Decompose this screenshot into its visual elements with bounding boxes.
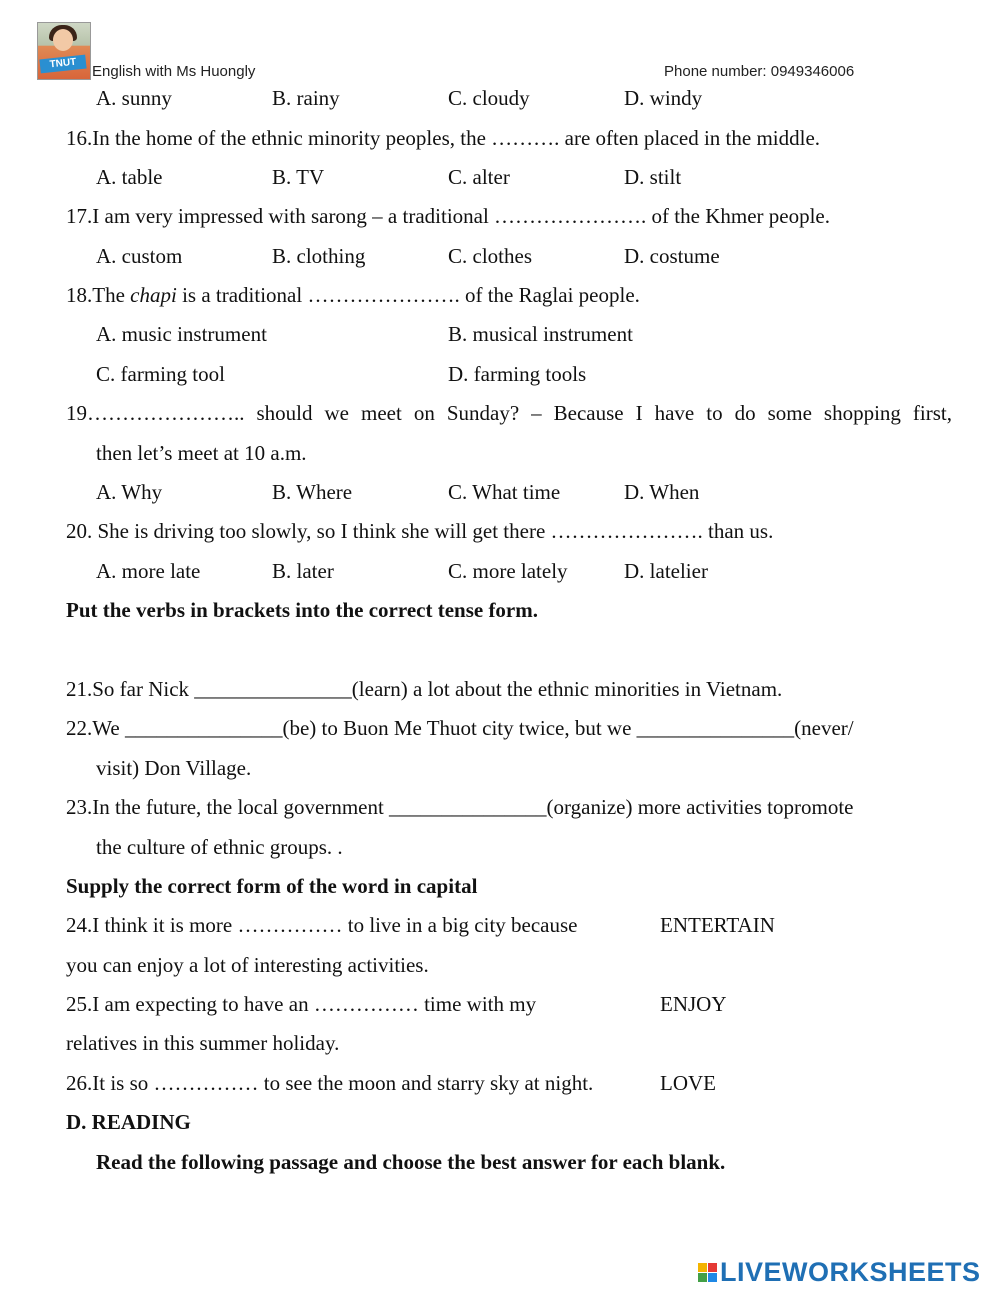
q19-option-c: C. What time: [448, 480, 561, 504]
question-25-line-1: 25.I am expecting to have an …………… time with my: [66, 992, 537, 1016]
question-17: 17.I am very impressed with sarong – a traditional …………………. of the Khmer people.: [66, 204, 830, 228]
q24-capital-word: ENTERTAIN: [660, 913, 775, 937]
q17-option-d: D. costume: [624, 244, 720, 268]
q20-option-a: A. more late: [96, 559, 201, 583]
question-23-line-1: 23.In the future, the local government _______________(organize) more activities topromote: [66, 795, 854, 819]
logo-text: LIVEWORKSHEETS: [720, 1256, 981, 1287]
q16-option-d: D. stilt: [624, 165, 682, 189]
q16-option-b: B. TV: [272, 165, 325, 189]
liveworksheets-logo[interactable]: [698, 1256, 981, 1288]
section-heading-reading: D. READING: [66, 1110, 191, 1134]
question-22-line-1: 22.We _______________(be) to Buon Me Thuot city twice, but we _______________(never/: [66, 716, 854, 740]
avatar-badge: TNUT: [39, 55, 86, 74]
q19-option-a: A. Why: [96, 480, 163, 504]
q26-capital-word: LOVE: [660, 1071, 716, 1095]
header-left-text: English with Ms Huongly: [92, 63, 256, 80]
q18-text-end: is a traditional …………………. of the Raglai people.: [176, 283, 640, 307]
q19-option-b: B. Where: [272, 480, 353, 504]
q18-option-a: A. music instrument: [96, 322, 267, 346]
question-19-line-1: 19………………….. should we meet on Sunday? – Because I have to do some shopping first,: [66, 401, 952, 425]
question-25-line-2: relatives in this summer holiday.: [66, 1031, 340, 1055]
q15-option-d: D. windy: [624, 86, 703, 110]
teacher-avatar: [37, 22, 91, 80]
q16-option-c: C. alter: [448, 165, 510, 189]
q18-option-d: D. farming tools: [448, 362, 587, 386]
question-22-line-2: visit) Don Village.: [96, 756, 252, 780]
section-heading-word-form: Supply the correct form of the word in capital: [66, 874, 478, 898]
section-heading-verbs: Put the verbs in brackets into the correct tense form.: [66, 598, 538, 622]
logo-blocks-icon: [698, 1263, 717, 1282]
q17-option-a: A. custom: [96, 244, 183, 268]
q17-option-b: B. clothing: [272, 244, 366, 268]
question-18: [66, 283, 640, 307]
q20-option-d: D. latelier: [624, 559, 708, 583]
logo-block-1: [698, 1263, 707, 1272]
q15-option-b: B. rainy: [272, 86, 340, 110]
q15-option-a: A. sunny: [96, 86, 172, 110]
question-16: 16.In the home of the ethnic minority peoples, the ………. are often placed in the middle.: [66, 126, 821, 150]
q18-option-c: C. farming tool: [96, 362, 225, 386]
question-21: 21.So far Nick _______________(learn) a lot about the ethnic minorities in Vietnam.: [66, 677, 783, 701]
question-19-line-2: then let’s meet at 10 a.m.: [96, 441, 307, 465]
header-phone: Phone number: 0949346006: [664, 63, 855, 80]
q20-option-c: C. more lately: [448, 559, 568, 583]
logo-block-2: [708, 1263, 717, 1272]
q20-option-b: B. later: [272, 559, 334, 583]
logo-block-3: [698, 1273, 707, 1282]
q18-option-b: B. musical instrument: [448, 322, 633, 346]
question-24-line-2: you can enjoy a lot of interesting activities.: [66, 953, 429, 977]
question-26: 26.It is so …………… to see the moon and starry sky at night.: [66, 1071, 594, 1095]
q18-italic-word: chapi: [130, 283, 177, 307]
question-23-line-2: the culture of ethnic groups. .: [96, 835, 343, 859]
logo-block-4: [708, 1273, 717, 1282]
q18-text-start: 18.The: [66, 283, 131, 307]
question-24-line-1: 24.I think it is more …………… to live in a big city because: [66, 913, 578, 937]
q17-option-c: C. clothes: [448, 244, 532, 268]
avatar-face: [53, 29, 73, 51]
q15-option-c: C. cloudy: [448, 86, 530, 110]
question-20: 20. She is driving too slowly, so I think she will get there …………………. than us.: [66, 519, 774, 543]
q19-option-d: D. When: [624, 480, 700, 504]
reading-instruction: Read the following passage and choose the best answer for each blank.: [96, 1150, 726, 1174]
q25-capital-word: ENJOY: [660, 992, 727, 1016]
q16-option-a: A. table: [96, 165, 163, 189]
